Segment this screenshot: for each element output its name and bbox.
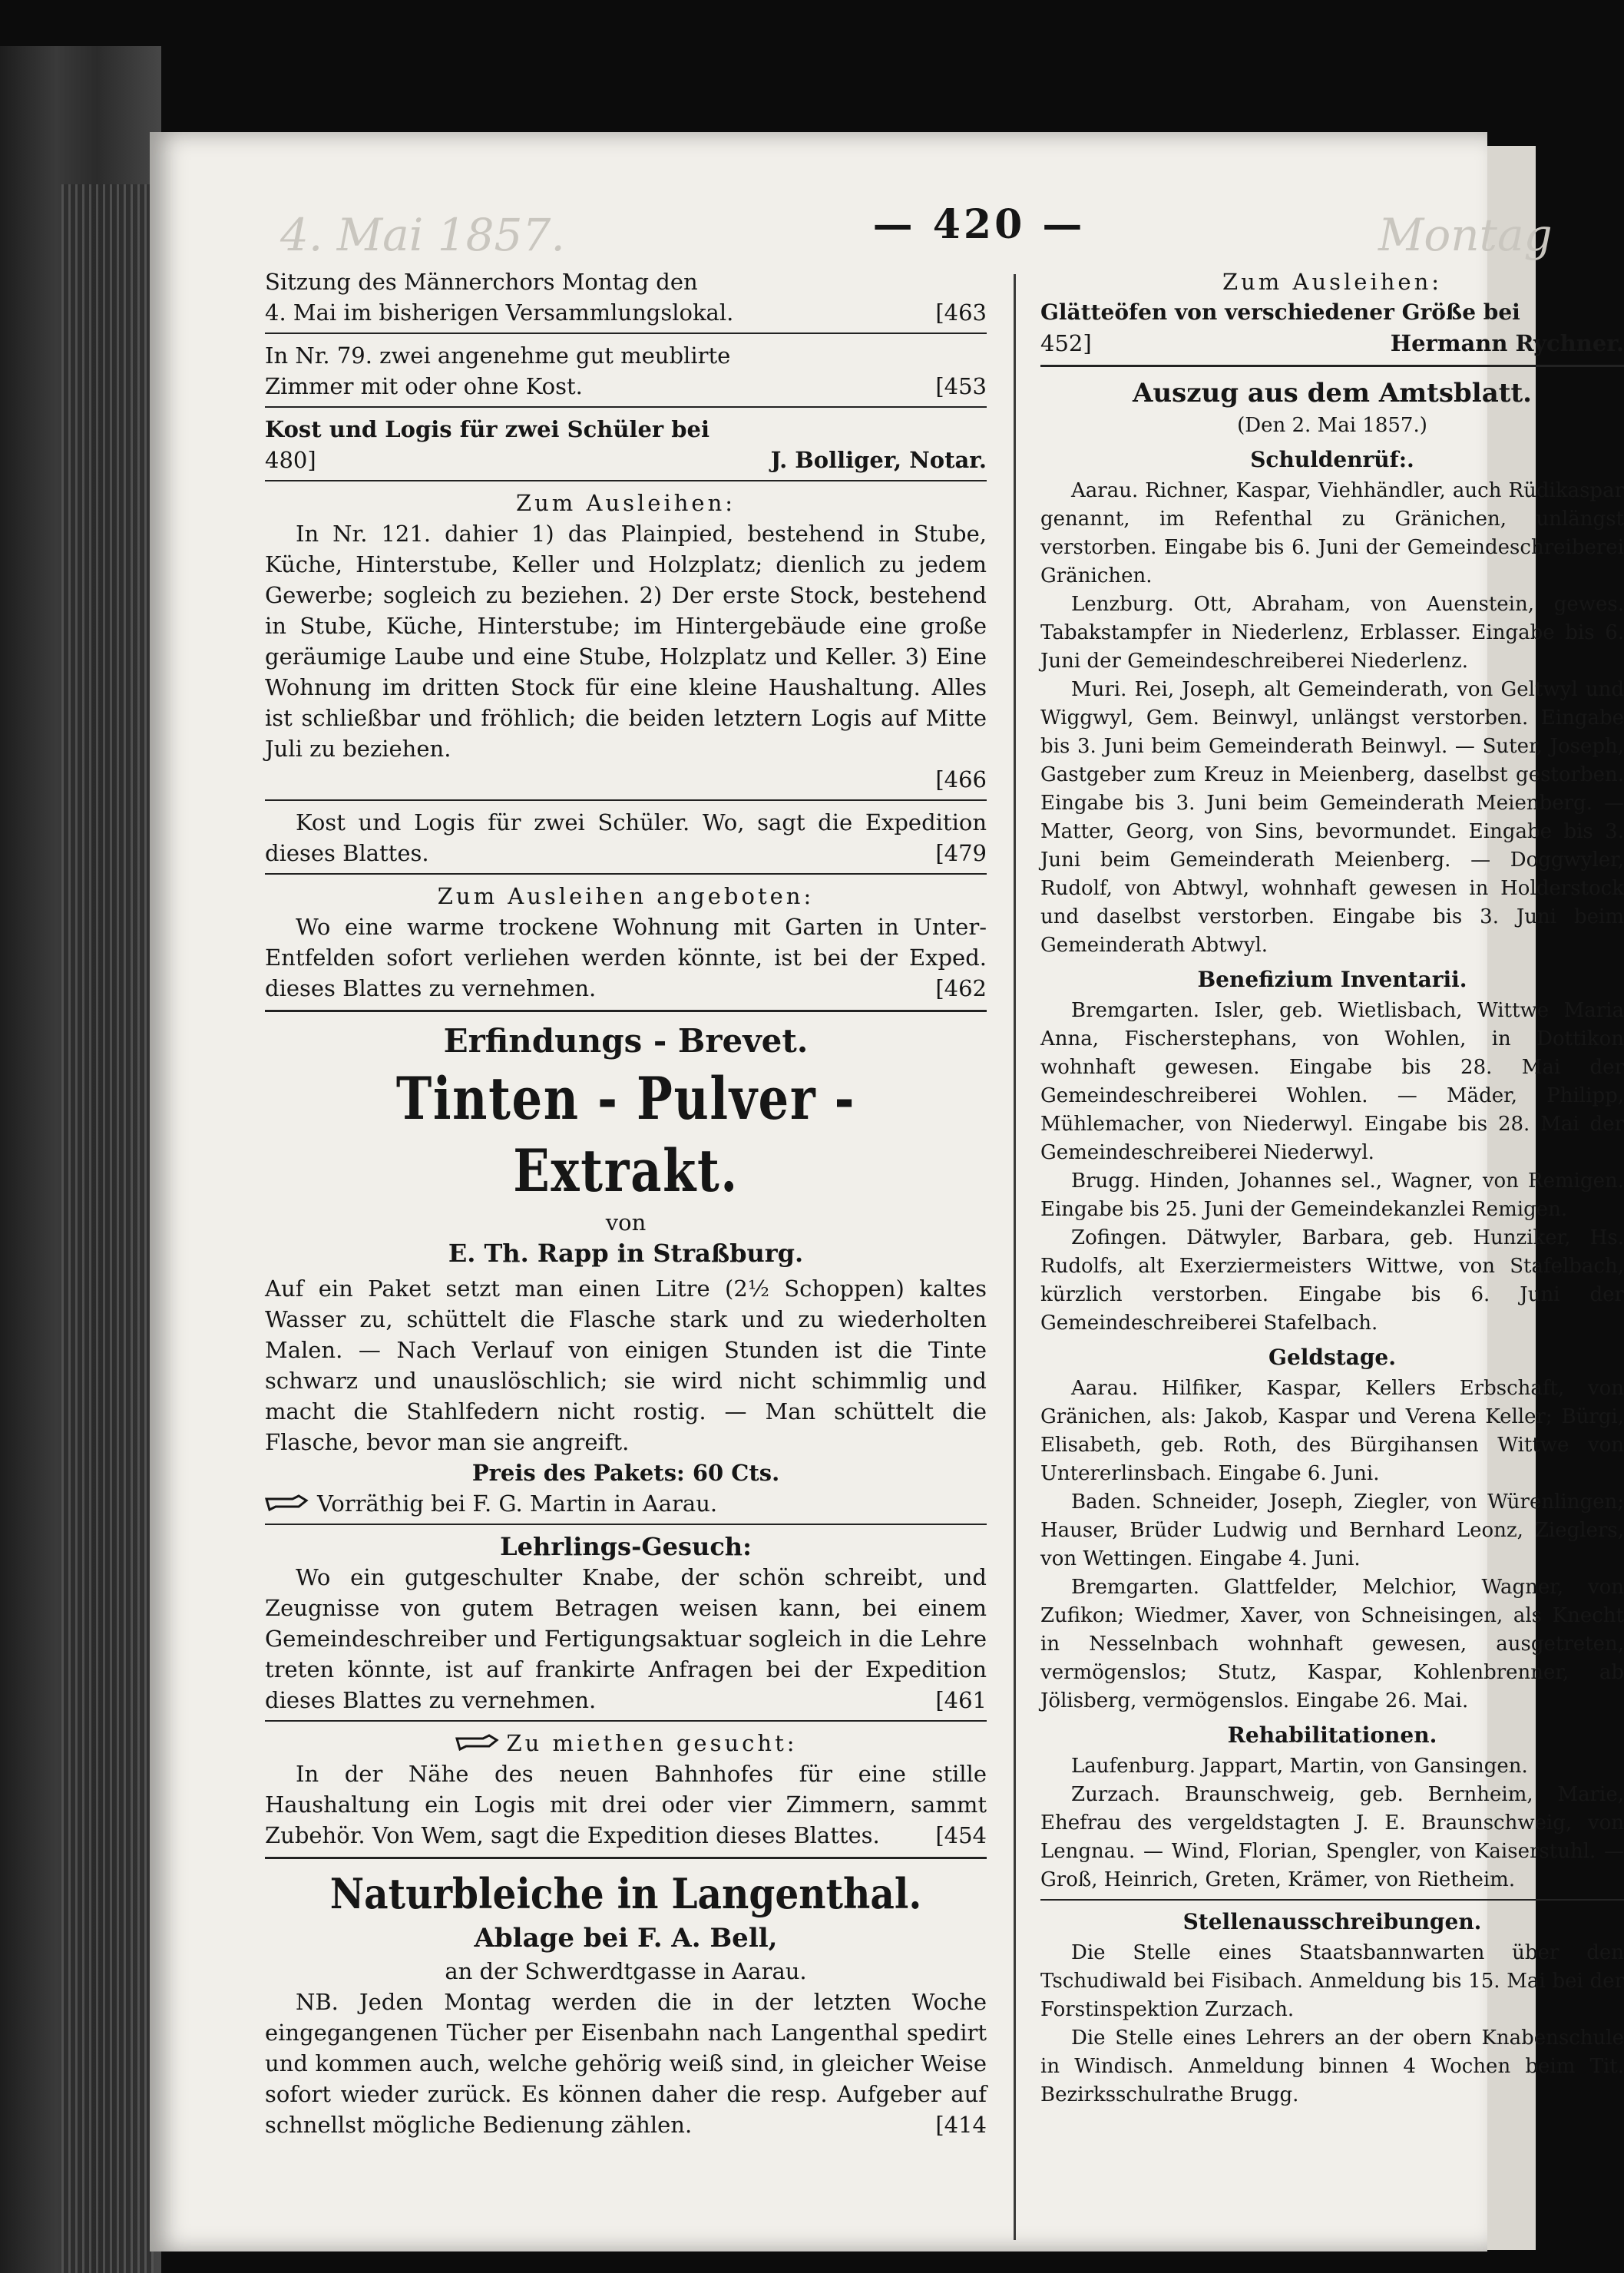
- amtsblatt-heading: Auszug aus dem Amtsblatt.: [1133, 378, 1532, 409]
- ad-heading: Zu miethen gesucht:: [506, 1730, 798, 1756]
- page-number: — 420 —: [872, 201, 1086, 248]
- ad-number: [454: [935, 1822, 987, 1848]
- ad-heading: Zum Ausleihen:: [1222, 269, 1443, 295]
- notice-paragraph: Brugg. Hinden, Johannes sel., Wagner, von Remigen. Eingabe bis 25. Juni der Gemeindekanzlei Remigen.: [1040, 1170, 1624, 1221]
- book-binding: [0, 46, 161, 2273]
- divider: [265, 1010, 987, 1012]
- ad-glaetteoefen: [1040, 266, 1624, 359]
- ad-body: Wo ein gutgeschulter Knabe, der schön schreibt, und Zeugnisse von gutem Betragen weisen kann, bei einem Gemeindeschreiber und Fertigungsaktuar sogleich in die Lehre treten könnte, ist auf frankirte Anfragen bei der Expedition dieses Blattes zu vernehmen.: [265, 1564, 987, 1713]
- divider: [265, 799, 987, 801]
- ad-ausleihen-angeboten: [265, 881, 987, 1004]
- ad-number: 452]: [1040, 330, 1092, 356]
- ad-address: an der Schwerdtgasse in Aarau.: [445, 1958, 807, 1984]
- ad-subheading: Ablage bei F. A. Bell,: [474, 1923, 778, 1954]
- ad-body: Wo eine warme trockene Wohnung mit Garten in Unter-Entfelden sofort verliehen werden könnte, ist bei der Exped. dieses Blattes zu vernehmen.: [265, 914, 987, 1001]
- pointing-hand-icon: [455, 1728, 499, 1759]
- ad-ausleihen-121: [265, 488, 987, 795]
- ad-body: Auf ein Paket setzt man einen Litre (2½ Schoppen) kaltes Wasser zu, schüttelt die Flasche stark und zu wiederholten Malen. — Nach Verlauf von einigen Stunden ist die Tinte schwarz und unauslöschlich; sie wird nicht schimmlig und macht die Stahlfedern nicht rostig. — Man schüttelt die Flasche, bevor man sie angreift.: [265, 1275, 987, 1455]
- section-heading-stellen: Stellenausschreibungen.: [1182, 1909, 1482, 1934]
- ad-heading-tinten: Tinten - Pulver - Extrakt.: [395, 1064, 856, 1205]
- ad-number: [414: [935, 2112, 987, 2138]
- divider: [265, 333, 987, 334]
- section-heading-benefizium: Benefizium Inventarii.: [1197, 967, 1467, 992]
- bleed-through-date: 4. Mai 1857.: [280, 209, 565, 261]
- divider: [265, 480, 987, 481]
- ad-zu-miethen: [265, 1728, 987, 1851]
- newspaper-page: [150, 132, 1624, 2251]
- notice-paragraph: Zurzach. Braunschweig, geb. Bernheim, Marie, Ehefrau des vergeldstagten J. E. Braunschweig, von Lengnau. — Wind, Florian, Spengler, von Kaiserstuhl. — Groß, Heinrich, Greten, Krämer, von Rietheim.: [1040, 1783, 1624, 1891]
- ad-heading: Zum Ausleihen:: [515, 490, 736, 516]
- ad-von: von: [605, 1209, 647, 1236]
- left-column: [265, 266, 987, 2140]
- ad-kost-bolliger: [265, 414, 987, 475]
- section-heading-rehabilitationen: Rehabilitationen.: [1227, 1722, 1437, 1748]
- ad-body: In der Nähe des neuen Bahnhofes für eine stille Haushaltung ein Logis mit drei oder vier Zimmern, sammt Zubehör. Von Wem, sagt die Expedition dieses Blattes.: [265, 1761, 987, 1848]
- section-heading-schuldenruf: Schuldenrüf:.: [1250, 447, 1414, 472]
- ad-heading-brevet: Erfindungs - Brevet.: [443, 1022, 809, 1060]
- notice-paragraph: Bremgarten. Glattfelder, Melchior, Wagner, von Zufikon; Wiedmer, Xaver, von Schneisingen, als Knecht in Nesselnbach wohnhaft gewesen, ausgetreten, vermögenslos; Stutz, Kaspar, Kohlenbrenner, ab Jölisberg, vermögenslos. Eingabe 26. Mai.: [1040, 1576, 1624, 1712]
- ad-number: [466: [935, 766, 987, 792]
- ad-body: Glätteöfen von verschiedener Größe bei: [1040, 299, 1520, 325]
- ad-zimmer-line2: Zimmer mit oder ohne Kost.: [265, 373, 583, 399]
- page-header: [150, 201, 1553, 263]
- ad-number: [479: [935, 840, 987, 866]
- ad-maennerchor: [265, 266, 987, 328]
- notice-paragraph: Aarau. Richner, Kaspar, Viehhändler, auch Rüdikaspar genannt, im Refenthal zu Gränichen, unlängst verstorben. Eingabe bis 6. Juni der Gemeindeschreiberei Gränichen.: [1040, 479, 1624, 587]
- divider: [1040, 365, 1624, 367]
- ad-body: Kost und Logis für zwei Schüler. Wo, sagt die Expedition dieses Blattes.: [265, 809, 987, 866]
- divider: [1040, 1899, 1624, 1901]
- ad-heading: Lehrlings-Gesuch:: [500, 1532, 752, 1561]
- ad-maennerchor-line1: Sitzung des Männerchors Montag den: [265, 269, 698, 295]
- amtsblatt-date: (Den 2. Mai 1857.): [1237, 414, 1427, 437]
- ad-maennerchor-line2: 4. Mai im bisherigen Versammlungslokal.: [265, 299, 734, 326]
- notice-paragraph: Muri. Rei, Joseph, alt Gemeinderath, von Geltwyl und Wiggwyl, Gem. Beinwyl, unlängst verstorben. Eingabe bis 3. Juni beim Gemeinderath Beinwyl. — Suter, Joseph, Gastgeber zum Kreuz in Meienberg, daselbst gestorben. Eingabe bis 3. Juni beim Gemeinderath Meienberg. — Matter, Georg, von Sins, bevormundet. Eingabe bis 3. Juni beim Gemeinderath Meienberg. — Doggwyler, Rudolf, von Abtwyl, wohnhaft gewesen in Holderstock und daselbst verstorben. Eingabe bis 3. Juni beim Gemeinderath Abtwyl.: [1040, 678, 1624, 957]
- notice-paragraph: Die Stelle eines Staatsbannwarten über den Tschudiwald bei Fisibach. Anmeldung bis 15. Mai bei der Forstinspektion Zurzach.: [1040, 1941, 1624, 2021]
- ad-body: NB. Jeden Montag werden die in der letzten Woche eingegangenen Tücher per Eisenbahn nach Langenthal spedirt und kommen auch, welche gehörig weiß sind, in gleicher Weise sofort wieder zurück. Es können daher die resp. Aufgeber auf schnellst mögliche Bedienung zählen.: [265, 1989, 987, 2138]
- divider: [265, 1720, 987, 1722]
- section-heading-geldstage: Geldstage.: [1268, 1345, 1396, 1370]
- ad-lehrlings-gesuch: [265, 1531, 987, 1716]
- ad-heading: Naturbleiche in Langenthal.: [329, 1869, 922, 1918]
- ad-signature: J. Bolliger, Notar.: [770, 447, 987, 473]
- notice-paragraph: Laufenburg. Jappart, Martin, von Gansingen.: [1071, 1755, 1528, 1778]
- notice-paragraph: Bremgarten. Isler, geb. Wietlisbach, Wittwe Maria Anna, Fischerstephans, von Wohlen, in Dottikon wohnhaft gewesen. Eingabe bis 28. Mai der Gemeindeschreiberei Wohlen. — Mäder, Philipp, Mühlemacher, von Niederwyl. Eingabe bis 28. Mai der Gemeindeschreiberei Niederwyl.: [1040, 999, 1624, 1164]
- ad-maker: E. Th. Rapp in Straßburg.: [448, 1239, 804, 1268]
- divider: [265, 1857, 987, 1859]
- ad-tinten-pulver: [265, 1020, 987, 1519]
- notice-paragraph: Baden. Schneider, Joseph, Ziegler, von Würenlingen; Hauser, Brüder Ludwig und Bernhard Leonz, Zieglers, von Wettingen. Eingabe 4. Juni.: [1040, 1491, 1624, 1570]
- ad-heading: Zum Ausleihen angeboten:: [437, 883, 815, 909]
- ad-price: Preis des Pakets: 60 Cts.: [471, 1460, 780, 1486]
- ad-signature: Hermann Rychner.: [1390, 330, 1624, 356]
- divider: [265, 406, 987, 408]
- right-column: [1040, 266, 1624, 2109]
- ad-body: In Nr. 121. dahier 1) das Plainpied, bestehend in Stube, Küche, Hinterstube, Keller und Holzplatz; dienlich zu jedem Gewerbe; sogleich zu beziehen. 2) Der erste Stock, bestehend in Stube, Küche, Hinterstube; im Hintergebäude eine große geräumige Laube und eine Stube, Holzplatz und Keller. 3) Eine Wohnung im dritten Stock für eine kleine Haushaltung. Alles ist schließbar und fröhlich; die beiden letztern Logis auf Mitte Juli zu beziehen.: [265, 521, 987, 762]
- binding-edge-lines: [61, 184, 154, 2273]
- notice-paragraph: Lenzburg. Ott, Abraham, von Auenstein, gewes. Tabakstampfer in Niederlenz, Erblasser. Eingabe bis 6. Juni der Gemeindeschreiberei Niederlenz.: [1040, 593, 1624, 673]
- divider: [265, 873, 987, 875]
- notice-paragraph: Die Stelle eines Lehrers an der obern Knabenschule in Windisch. Anmeldung binnen 4 Wochen beim Tit. Bezirksschulrathe Brugg.: [1040, 2027, 1624, 2106]
- ad-number: [461: [935, 1687, 987, 1713]
- ad-number: [453: [935, 373, 987, 399]
- column-divider: [1014, 274, 1016, 2240]
- divider: [265, 1524, 987, 1525]
- ad-zimmer-line1: In Nr. 79. zwei angenehme gut meublirte: [265, 342, 731, 369]
- ad-stock: Vorräthig bei F. G. Martin in Aarau.: [317, 1491, 718, 1517]
- ad-number: 480]: [265, 447, 316, 473]
- ad-zimmer: [265, 340, 987, 402]
- ad-kost-line1: Kost und Logis für zwei Schüler bei: [265, 416, 710, 442]
- ad-number: [463: [935, 299, 987, 326]
- bleed-through-day: Montag: [1378, 209, 1553, 261]
- pointing-hand-icon: [265, 1488, 309, 1519]
- ad-naturbleiche: [265, 1867, 987, 2140]
- ad-kost-schueler: [265, 807, 987, 869]
- ad-number: [462: [935, 975, 987, 1001]
- notice-paragraph: Aarau. Hilfiker, Kaspar, Kellers Erbschaft, von Gränichen, als: Jakob, Kaspar und Verena Keller; Bürgi, Elisabeth, geb. Roth, des Bürgihansen Wittwe von Untererlinsbach. Eingabe 6. Juni.: [1040, 1377, 1624, 1485]
- notice-paragraph: Zofingen. Dätwyler, Barbara, geb. Hunziker, Hs. Rudolfs, alt Exerziermeisters Wittwe, von Stafelbach, kürzlich verstorben. Eingabe bis 6. Juni der Gemeindeschreiberei Stafelbach.: [1040, 1226, 1624, 1335]
